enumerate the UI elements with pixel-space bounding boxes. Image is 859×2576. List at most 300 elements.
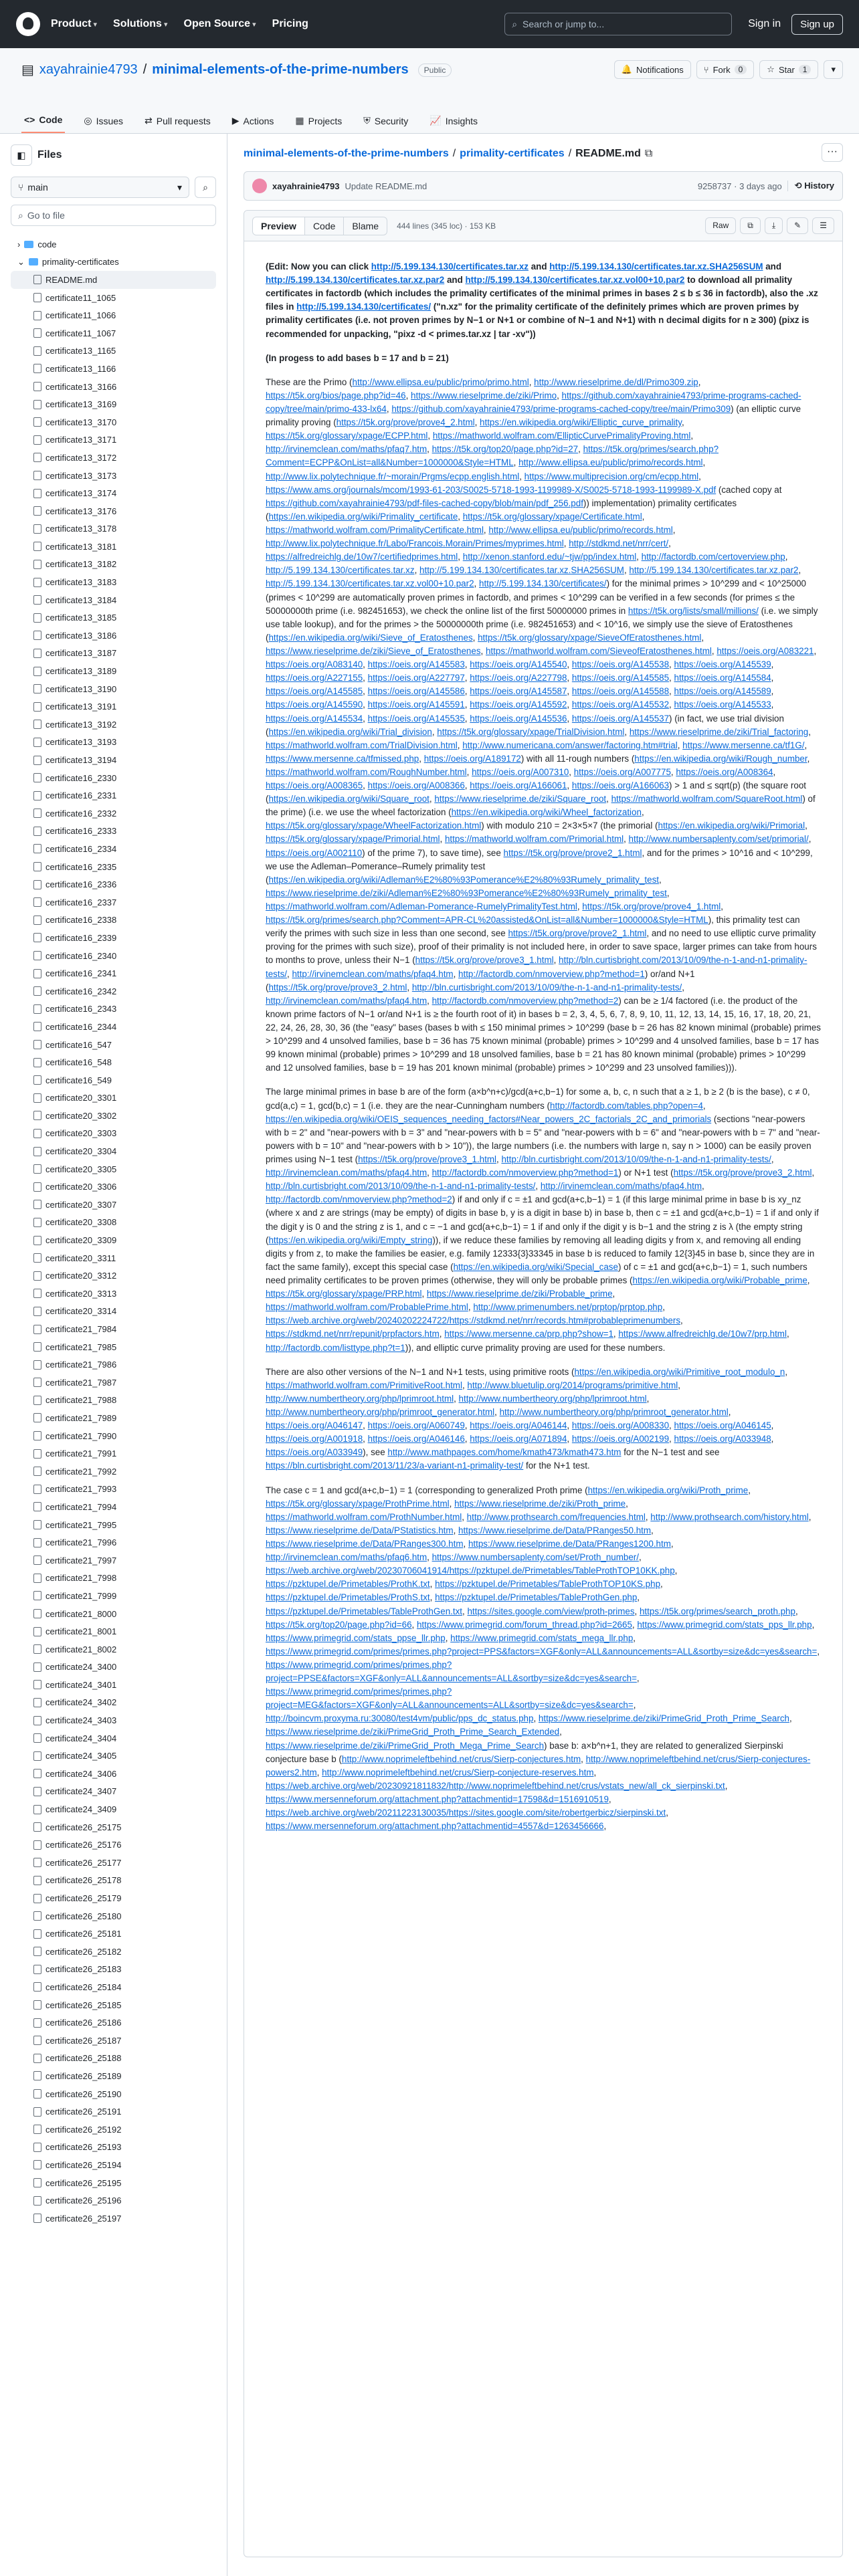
readme-link[interactable]: http://factordb.com/nmoverview.php?method=1 bbox=[432, 1168, 619, 1178]
tree-file[interactable]: certificate16_548 bbox=[11, 1053, 216, 1071]
tree-file[interactable]: certificate16_2336 bbox=[11, 875, 216, 893]
readme-link[interactable]: http://xenon.stanford.edu/~tjw/pp/index.html bbox=[462, 552, 637, 562]
readme-link[interactable]: https://oeis.org/A145592 bbox=[470, 700, 567, 710]
readme-link[interactable]: http://bln.curtisbright.com/2013/10/09/the-n-1-and-n1-primality-tests/ bbox=[411, 982, 682, 992]
more-options-button[interactable]: ··· bbox=[822, 143, 843, 162]
tree-file[interactable]: certificate16_2338 bbox=[11, 911, 216, 930]
readme-link[interactable]: https://oeis.org/A001918 bbox=[266, 1434, 363, 1444]
readme-link[interactable]: http://factordb.com/listtype.php?t=1 bbox=[266, 1342, 405, 1353]
tree-file[interactable]: certificate20_3312 bbox=[11, 1267, 216, 1285]
tree-file[interactable]: certificate26_25177 bbox=[11, 1854, 216, 1872]
readme-link[interactable]: https://github.com/xayahrainie4793/prime-programs-cached-copy/tree/main/Primo309 bbox=[391, 403, 731, 414]
tree-file[interactable]: certificate13_3187 bbox=[11, 645, 216, 663]
tree-file[interactable]: certificate26_25181 bbox=[11, 1925, 216, 1943]
readme-link[interactable]: https://en.wikipedia.org/wiki/Rough_number bbox=[634, 753, 807, 764]
readme-link[interactable]: https://oeis.org/A145538 bbox=[571, 659, 670, 670]
edit-icon[interactable]: ✎ bbox=[787, 217, 808, 234]
readme-link[interactable]: https://oeis.org/A227797 bbox=[367, 673, 465, 683]
commit-author[interactable]: xayahrainie4793 bbox=[272, 181, 340, 191]
readme-link[interactable]: https://github.com/xayahrainie4793/pdf-files-cached-copy/blob/main/pdf_256.pdf bbox=[266, 498, 583, 508]
readme-link[interactable]: http://5.199.134.130/certificates.tar.xz.par2 bbox=[266, 275, 445, 286]
readme-link[interactable]: https://oeis.org/A002199 bbox=[571, 1434, 670, 1444]
tree-file[interactable]: certificate21_7998 bbox=[11, 1570, 216, 1588]
tree-file[interactable]: certificate26_25193 bbox=[11, 2139, 216, 2157]
tree-file[interactable]: certificate13_3178 bbox=[11, 520, 216, 538]
readme-link[interactable]: https://www.rieselprime.de/Data/PRanges300.htm bbox=[266, 1538, 464, 1549]
tree-file[interactable]: certificate16_2342 bbox=[11, 982, 216, 1000]
readme-link[interactable]: https://oeis.org/A145587 bbox=[470, 686, 567, 697]
readme-link[interactable]: https://oeis.org/A145532 bbox=[571, 700, 670, 710]
tree-file[interactable]: certificate13_3190 bbox=[11, 680, 216, 698]
readme-link[interactable]: http://5.199.134.130/certificates/ bbox=[296, 302, 432, 312]
branch-selector[interactable]: ⑂ main ▾ bbox=[11, 177, 189, 198]
readme-link[interactable]: http://irvinemclean.com/maths/pfaq4.htm bbox=[266, 995, 427, 1006]
tree-file[interactable]: certificate21_7986 bbox=[11, 1356, 216, 1374]
tab-projects[interactable]: ▦ Projects bbox=[295, 115, 343, 126]
readme-link[interactable]: https://oeis.org/A166061 bbox=[470, 780, 567, 791]
readme-link[interactable]: https://oeis.org/A189172 bbox=[423, 753, 521, 764]
readme-link[interactable]: https://t5k.org/prove/prove4_1.html bbox=[582, 901, 721, 912]
readme-link[interactable]: https://mathworld.wolfram.com/ProthNumber.html bbox=[266, 1511, 462, 1522]
readme-link[interactable]: http://irvinemclean.com/maths/pfaq4.htm bbox=[266, 1168, 427, 1178]
go-to-file-input[interactable]: ⌕ Go to file bbox=[11, 205, 216, 226]
tree-file[interactable]: certificate21_7988 bbox=[11, 1392, 216, 1410]
tree-file[interactable]: certificate13_3170 bbox=[11, 413, 216, 431]
readme-link[interactable]: http://irvinemclean.com/maths/pfaq6.htm bbox=[266, 1552, 427, 1563]
tree-file[interactable]: certificate21_8002 bbox=[11, 1640, 216, 1658]
readme-link[interactable]: https://en.wikipedia.org/wiki/Primality_certificate bbox=[268, 511, 458, 522]
tree-file[interactable]: certificate11_1067 bbox=[11, 324, 216, 342]
fork-button[interactable]: ⑂ Fork 0 bbox=[696, 60, 755, 79]
tree-file[interactable]: certificate24_3400 bbox=[11, 1658, 216, 1677]
tree-file[interactable]: certificate20_3313 bbox=[11, 1285, 216, 1303]
readme-link[interactable]: https://en.wikipedia.org/wiki/Special_case bbox=[453, 1261, 618, 1272]
tree-file[interactable]: certificate21_8000 bbox=[11, 1605, 216, 1623]
tree-file[interactable]: certificate21_7990 bbox=[11, 1427, 216, 1445]
tab-code[interactable]: <> Code bbox=[21, 114, 65, 133]
tree-file[interactable]: certificate16_2334 bbox=[11, 840, 216, 858]
tree-file[interactable]: certificate13_3176 bbox=[11, 502, 216, 520]
tree-file[interactable]: certificate16_2344 bbox=[11, 1018, 216, 1036]
readme-link[interactable]: https://www.rieselprime.de/Data/PRanges1200.htm bbox=[468, 1538, 671, 1549]
tree-file[interactable]: certificate13_3171 bbox=[11, 431, 216, 449]
tree-file[interactable]: certificate26_25185 bbox=[11, 1996, 216, 2014]
readme-link[interactable]: http://5.199.134.130/certificates.tar.xz.SHA256SUM bbox=[549, 261, 763, 272]
tree-file[interactable]: certificate26_25184 bbox=[11, 1978, 216, 1996]
readme-link[interactable]: https://oeis.org/A145540 bbox=[470, 659, 567, 670]
notifications-button[interactable]: 🔔 Notifications bbox=[614, 60, 691, 79]
readme-link[interactable]: https://web.archive.org/web/20230706041914/https://pzktupel.de/Primetables/TableProthTOP10KK.php bbox=[266, 1566, 675, 1576]
tree-file[interactable]: certificate21_8001 bbox=[11, 1622, 216, 1640]
readme-link[interactable]: https://oeis.org/A145535 bbox=[367, 713, 465, 724]
tree-file[interactable]: certificate21_7994 bbox=[11, 1498, 216, 1516]
readme-link[interactable]: http://factordb.com/nmoverview.php?method=2 bbox=[266, 1194, 452, 1205]
tree-file[interactable]: README.md bbox=[11, 271, 216, 289]
tree-file[interactable]: certificate11_1065 bbox=[11, 289, 216, 307]
history-button[interactable]: ⟲ History bbox=[787, 181, 834, 191]
readme-link[interactable]: https://web.archive.org/web/20211223130035/https://sites.google.com/site/robertgerbicz/sierpinski.txt bbox=[266, 1808, 666, 1818]
readme-link[interactable]: https://t5k.org/glossary/xpage/Certificate.html bbox=[462, 511, 642, 522]
tree-file[interactable]: certificate21_7991 bbox=[11, 1444, 216, 1463]
readme-link[interactable]: https://t5k.org/glossary/xpage/WheelFactorization.html bbox=[266, 821, 482, 831]
readme-link[interactable]: https://www.multiprecision.org/cm/ecpp.html bbox=[524, 471, 699, 481]
readme-link[interactable]: https://www.rieselprime.de/ziki/Trial_factoring bbox=[629, 726, 809, 737]
readme-link[interactable]: http://www.ellipsa.eu/public/primo/records.html bbox=[488, 524, 673, 535]
star-dropdown-button[interactable]: ▾ bbox=[824, 60, 843, 79]
code-tab[interactable]: Code bbox=[305, 217, 344, 235]
tree-file[interactable]: certificate24_3401 bbox=[11, 1676, 216, 1694]
readme-link[interactable]: http://5.199.134.130/certificates.tar.xz.vol00+10.par2 bbox=[465, 275, 685, 286]
readme-link[interactable]: http://www.noprimeleftbehind.net/crus/Sierp-conjectures.htm bbox=[341, 1753, 581, 1764]
tree-file[interactable]: certificate16_2340 bbox=[11, 947, 216, 965]
readme-link[interactable]: http://www.numbertheory.org/php/primroot_generator.html bbox=[499, 1406, 729, 1417]
tab-security[interactable]: ⛨ Security bbox=[363, 115, 409, 126]
readme-link[interactable]: https://t5k.org/prove/prove3_1.html bbox=[415, 955, 554, 966]
readme-link[interactable]: http://irvinemclean.com/maths/pfaq4.htm bbox=[540, 1181, 702, 1192]
readme-link[interactable]: https://github.com/xayahrainie4793/prime-programs-cached-copy/tree/main/primo-433-lx64 bbox=[266, 390, 801, 414]
tree-file[interactable]: certificate24_3403 bbox=[11, 1711, 216, 1729]
readme-link[interactable]: https://alfredreichlg.de/10w7/certifiedprimes.html bbox=[266, 552, 458, 562]
readme-link[interactable]: https://en.wikipedia.org/wiki/Probable_prime bbox=[632, 1275, 807, 1285]
readme-link[interactable]: https://en.wikipedia.org/wiki/Proth_prime bbox=[587, 1485, 749, 1495]
tree-file[interactable]: certificate26_25182 bbox=[11, 1943, 216, 1961]
readme-link[interactable]: https://oeis.org/A145533 bbox=[674, 700, 771, 710]
readme-link[interactable]: https://oeis.org/A046145 bbox=[674, 1420, 771, 1431]
readme-link[interactable]: https://mathworld.wolfram.com/Adleman-Pomerance-RumelyPrimalityTest.html bbox=[266, 901, 577, 912]
sign-in-link[interactable]: Sign in bbox=[748, 18, 781, 29]
readme-link[interactable]: https://web.archive.org/web/20230921811832/http://www.noprimeleftbehind.net/crus/vstats_new/all_ck_sierpinski.txt bbox=[266, 1780, 725, 1791]
nav-solutions[interactable]: Solutions ▾ bbox=[113, 18, 167, 30]
readme-link[interactable]: https://oeis.org/A145537 bbox=[571, 713, 670, 724]
tree-file[interactable]: certificate21_7992 bbox=[11, 1463, 216, 1481]
readme-link[interactable]: https://t5k.org/primes/search.php?Comment=ECPP&OnList=all&Number=1000000&Style=HTML bbox=[266, 444, 719, 468]
tree-file[interactable]: certificate20_3303 bbox=[11, 1125, 216, 1143]
readme-link[interactable]: https://oeis.org/A145583 bbox=[367, 659, 465, 670]
tree-file[interactable]: certificate24_3405 bbox=[11, 1747, 216, 1765]
readme-link[interactable]: https://www.mersenne.ca/tf1G/ bbox=[682, 740, 805, 750]
tree-file[interactable]: certificate20_3304 bbox=[11, 1142, 216, 1160]
readme-link[interactable]: https://mathworld.wolfram.com/PrimalityCertificate.html bbox=[266, 524, 484, 535]
readme-link[interactable]: http://www.bluetulip.org/2014/programs/primitive.html bbox=[467, 1380, 678, 1390]
star-button[interactable]: ☆ Star 1 bbox=[759, 60, 818, 79]
tree-file[interactable]: certificate26_25175 bbox=[11, 1818, 216, 1836]
tree-file[interactable]: certificate26_25176 bbox=[11, 1836, 216, 1854]
readme-link[interactable]: https://mathworld.wolfram.com/TrialDivision.html bbox=[266, 740, 458, 750]
readme-link[interactable]: https://mathworld.wolfram.com/SieveofEratosthenes.html bbox=[485, 645, 712, 656]
tree-file[interactable]: certificate16_549 bbox=[11, 1071, 216, 1089]
tree-file[interactable]: certificate13_3185 bbox=[11, 609, 216, 627]
readme-link[interactable]: https://mathworld.wolfram.com/PrimitiveRoot.html bbox=[266, 1380, 462, 1390]
tree-file[interactable]: certificate21_7987 bbox=[11, 1374, 216, 1392]
readme-link[interactable]: https://mathworld.wolfram.com/RoughNumber.html bbox=[266, 766, 467, 777]
readme-link[interactable]: http://bln.curtisbright.com/2013/10/09/the-n-1-and-n1-primality-tests/ bbox=[266, 1181, 536, 1192]
readme-link[interactable]: https://oeis.org/A046144 bbox=[470, 1420, 567, 1431]
readme-link[interactable]: https://en.wikipedia.org/wiki/Empty_string bbox=[268, 1235, 433, 1245]
readme-link[interactable]: https://t5k.org/prove/prove2_1.html bbox=[508, 928, 647, 939]
tree-file[interactable]: certificate21_7984 bbox=[11, 1320, 216, 1338]
tree-file[interactable]: certificate16_2337 bbox=[11, 893, 216, 911]
readme-link[interactable]: http://irvinemclean.com/maths/pfaq7.htm bbox=[266, 444, 427, 455]
sign-up-button[interactable]: Sign up bbox=[791, 14, 843, 35]
readme-link[interactable]: https://en.wikipedia.org/wiki/Adleman%E2%80%93Pomerance%E2%80%93Rumely_primality_test bbox=[268, 874, 660, 885]
tree-file[interactable]: certificate20_3307 bbox=[11, 1196, 216, 1214]
readme-link[interactable]: https://oeis.org/A008330 bbox=[571, 1420, 670, 1431]
readme-link[interactable]: https://mathworld.wolfram.com/EllipticCurvePrimalityProving.html bbox=[432, 431, 691, 441]
tree-file[interactable]: certificate20_3314 bbox=[11, 1303, 216, 1321]
readme-link[interactable]: https://t5k.org/prove/prove2_1.html bbox=[503, 847, 642, 858]
tree-file[interactable]: certificate13_3173 bbox=[11, 467, 216, 485]
tree-file[interactable]: certificate21_7999 bbox=[11, 1587, 216, 1605]
readme-link[interactable]: https://t5k.org/glossary/xpage/TrialDivision.html bbox=[437, 726, 625, 737]
tree-dir-code[interactable]: › code bbox=[17, 239, 57, 249]
commit-message[interactable]: Update README.md bbox=[345, 181, 427, 191]
readme-link[interactable]: https://en.wikipedia.org/wiki/Wheel_factorization bbox=[451, 807, 642, 818]
readme-link[interactable]: http://stdkmd.net/nrr/cert/ bbox=[569, 538, 669, 549]
readme-link[interactable]: https://en.wikipedia.org/wiki/Trial_division bbox=[268, 726, 432, 737]
readme-link[interactable]: https://t5k.org/top20/page.php?id=66 bbox=[266, 1619, 412, 1630]
copy-path-icon[interactable]: ⧉ bbox=[644, 148, 653, 159]
readme-link[interactable]: https://www.primegrid.com/stats_mega_llr.php bbox=[450, 1632, 634, 1643]
breadcrumb-dir[interactable]: primality-certificates bbox=[460, 148, 565, 159]
tree-file[interactable]: certificate13_1166 bbox=[11, 360, 216, 378]
tree-file[interactable]: certificate16_2343 bbox=[11, 1000, 216, 1018]
readme-link[interactable]: https://oeis.org/A002110 bbox=[266, 847, 363, 858]
readme-link[interactable]: https://www.rieselprime.de/ziki/Square_root bbox=[434, 794, 607, 804]
readme-link[interactable]: https://t5k.org/prove/prove3_2.html bbox=[673, 1168, 812, 1178]
readme-link[interactable]: https://mathworld.wolfram.com/SquareRoot.html bbox=[611, 794, 803, 804]
tree-file[interactable]: certificate16_2335 bbox=[11, 858, 216, 876]
readme-link[interactable]: https://web.archive.org/web/20240202224722/https://stdkmd.net/nrr/records.htm#probableprimenumbers bbox=[266, 1315, 681, 1326]
tree-file[interactable]: certificate20_3308 bbox=[11, 1214, 216, 1232]
search-input[interactable] bbox=[504, 13, 732, 35]
readme-link[interactable]: https://oeis.org/A166063 bbox=[571, 780, 670, 791]
tree-file[interactable]: certificate20_3302 bbox=[11, 1107, 216, 1125]
readme-link[interactable]: https://www.rieselprime.de/ziki/Adleman%E2%80%93Pomerance%E2%80%93Rumely_primality_test bbox=[266, 887, 667, 898]
readme-link[interactable]: https://t5k.org/primes/search.php?Comment=APR-CL%20assisted&OnList=all&Number=1000000&Style=HTML bbox=[266, 915, 708, 926]
tree-file[interactable]: certificate13_1165 bbox=[11, 342, 216, 360]
preview-tab[interactable]: Preview bbox=[252, 217, 305, 235]
readme-link[interactable]: http://www.numbertheory.org/php/lprimroot.html bbox=[266, 1393, 454, 1404]
readme-link[interactable]: https://oeis.org/A145591 bbox=[367, 700, 465, 710]
readme-link[interactable]: https://t5k.org/prove/prove4_2.html bbox=[336, 417, 475, 428]
readme-link[interactable]: https://oeis.org/A008364 bbox=[676, 766, 773, 777]
readme-link[interactable]: http://factordb.com/certoverview.php bbox=[641, 552, 785, 562]
tree-file[interactable]: certificate16_2341 bbox=[11, 964, 216, 982]
tab-actions[interactable]: ▶ Actions bbox=[231, 115, 274, 126]
tree-file[interactable]: certificate24_3402 bbox=[11, 1694, 216, 1712]
readme-link[interactable]: https://www.primegrid.com/forum_thread.php?id=2665 bbox=[416, 1619, 632, 1630]
outline-icon[interactable]: ☰ bbox=[812, 217, 834, 234]
tree-file[interactable]: certificate24_3406 bbox=[11, 1765, 216, 1783]
readme-link[interactable]: https://en.wikipedia.org/wiki/Square_root bbox=[268, 794, 430, 804]
nav-pricing[interactable]: Pricing bbox=[272, 18, 308, 29]
commit-sha[interactable]: 9258737 · 3 days ago bbox=[697, 181, 782, 191]
tree-file[interactable]: certificate26_25190 bbox=[11, 2085, 216, 2103]
tree-file[interactable]: certificate21_7993 bbox=[11, 1481, 216, 1499]
readme-link[interactable]: http://bln.curtisbright.com/2013/10/09/the-n-1-and-n1-primality-tests/ bbox=[266, 955, 807, 979]
readme-link[interactable]: https://t5k.org/top20/page.php?id=27 bbox=[432, 444, 579, 455]
repo-name-link[interactable]: minimal-elements-of-the-prime-numbers bbox=[152, 62, 409, 77]
readme-link[interactable]: http://www.prothsearch.com/history.html bbox=[650, 1511, 809, 1522]
tree-file[interactable]: certificate16_547 bbox=[11, 1036, 216, 1054]
tree-file[interactable]: certificate26_25180 bbox=[11, 1907, 216, 1925]
readme-link[interactable]: https://pzktupel.de/Primetables/TableProthGen.txt bbox=[266, 1606, 463, 1616]
tree-file[interactable]: certificate21_7997 bbox=[11, 1551, 216, 1570]
readme-link[interactable]: http://www.ellipsa.eu/public/primo/records.html bbox=[518, 457, 703, 468]
tree-file[interactable]: certificate13_3181 bbox=[11, 538, 216, 556]
tree-file[interactable]: certificate20_3301 bbox=[11, 1089, 216, 1107]
tree-file[interactable]: certificate11_1066 bbox=[11, 306, 216, 324]
tree-file[interactable]: certificate13_3194 bbox=[11, 751, 216, 769]
readme-link[interactable]: https://www.rieselprime.de/ziki/PrimeGrid_Proth_Prime_Search bbox=[538, 1713, 789, 1724]
readme-link[interactable]: https://www.rieselprime.de/ziki/Primo bbox=[411, 390, 557, 401]
readme-link[interactable]: https://oeis.org/A227798 bbox=[470, 673, 567, 683]
tree-file[interactable]: certificate16_2330 bbox=[11, 769, 216, 787]
readme-link[interactable]: https://t5k.org/glossary/xpage/PRP.html bbox=[266, 1289, 422, 1299]
tree-file[interactable]: certificate26_25192 bbox=[11, 2121, 216, 2139]
readme-link[interactable]: https://oeis.org/A007775 bbox=[573, 766, 671, 777]
readme-link[interactable]: https://pzktupel.de/Primetables/ProthK.txt bbox=[266, 1579, 430, 1590]
tree-file[interactable]: certificate13_3192 bbox=[11, 716, 216, 734]
readme-link[interactable]: https://t5k.org/glossary/xpage/ProthPrime.html bbox=[266, 1498, 450, 1509]
readme-link[interactable]: https://www.ams.org/journals/mcom/1993-61-203/S0025-5718-1993-1199989-X/S0025-5718-1993-1199989-X.pdf bbox=[266, 484, 717, 495]
tree-file[interactable]: certificate13_3172 bbox=[11, 449, 216, 467]
readme-link[interactable]: http://www.noprimeleftbehind.net/crus/Sierp-conjecture-reserves.htm bbox=[322, 1767, 594, 1778]
readme-link[interactable]: http://www.numbersaplenty.com/set/primorial/ bbox=[628, 834, 809, 845]
readme-link[interactable]: http://bln.curtisbright.com/2013/10/09/the-n-1-and-n1-primality-tests/ bbox=[501, 1154, 771, 1164]
readme-link[interactable]: https://oeis.org/A145585 bbox=[266, 686, 363, 697]
tree-file[interactable]: certificate13_3186 bbox=[11, 627, 216, 645]
readme-link[interactable]: https://sites.google.com/view/proth-primes bbox=[467, 1606, 635, 1616]
tree-file[interactable]: certificate26_25186 bbox=[11, 2014, 216, 2032]
readme-link[interactable]: https://oeis.org/A033949 bbox=[266, 1447, 363, 1458]
readme-link[interactable]: http://factordb.com/nmoverview.php?method=1 bbox=[458, 968, 645, 979]
download-icon[interactable]: ⤓ bbox=[765, 217, 783, 234]
tree-file[interactable]: certificate16_2339 bbox=[11, 929, 216, 947]
tree-dir-primality-certificates[interactable]: ⌄ primality-certificates bbox=[17, 256, 119, 267]
readme-link[interactable]: https://www.primegrid.com/stats_ppse_llr.php bbox=[266, 1632, 446, 1643]
github-logo-icon[interactable] bbox=[16, 12, 40, 36]
readme-link[interactable]: https://oeis.org/A145585 bbox=[571, 673, 670, 683]
readme-link[interactable]: https://pzktupel.de/Primetables/TableProthTOP10KS.php bbox=[435, 1579, 661, 1590]
readme-link[interactable]: https://oeis.org/A060749 bbox=[367, 1420, 465, 1431]
readme-link[interactable]: https://oeis.org/A145588 bbox=[571, 686, 670, 697]
tree-file[interactable]: certificate13_3166 bbox=[11, 378, 216, 396]
readme-link[interactable]: https://oeis.org/A083140 bbox=[266, 659, 363, 670]
readme-link[interactable]: https://bln.curtisbright.com/2013/11/23/a-variant-n1-primality-test/ bbox=[266, 1461, 524, 1471]
readme-link[interactable]: https://www.numbersaplenty.com/set/Proth_number/ bbox=[432, 1552, 639, 1563]
readme-link[interactable]: http://5.199.134.130/certificates.tar.xz.vol00+10.par2 bbox=[266, 578, 474, 589]
readme-link[interactable]: https://www.mersenneforum.org/attachment.php?attachmentid=4557&d=1263456666 bbox=[266, 1821, 604, 1832]
readme-link[interactable]: https://en.wikipedia.org/wiki/Primitive_root_modulo_n bbox=[574, 1366, 785, 1377]
readme-link[interactable]: https://www.primegrid.com/stats_pps_llr.php bbox=[637, 1619, 812, 1630]
tree-file[interactable]: certificate24_3407 bbox=[11, 1783, 216, 1801]
tree-file[interactable]: certificate16_2332 bbox=[11, 804, 216, 823]
readme-link[interactable]: https://pzktupel.de/Primetables/TableProthGen.php bbox=[435, 1592, 638, 1603]
readme-link[interactable]: https://en.wikipedia.org/wiki/Primorial bbox=[658, 821, 805, 831]
readme-link[interactable]: https://t5k.org/prove/prove3_2.html bbox=[268, 982, 407, 992]
readme-link[interactable]: https://www.mersenneforum.org/attachment.php?attachmentid=17598&d=1516910519 bbox=[266, 1794, 609, 1805]
readme-link[interactable]: http://www.numbertheory.org/php/primroot_generator.html bbox=[266, 1406, 495, 1417]
tree-file[interactable]: certificate26_25197 bbox=[11, 2210, 216, 2228]
readme-link[interactable]: https://www.primegrid.com/primes/primes.php?project=MEG&factors=XGF&only=ALL&announcements=ALL&sortby=size&dc=yes&search= bbox=[266, 1687, 634, 1711]
readme-link[interactable]: https://t5k.org/glossary/xpage/ECPP.html bbox=[266, 431, 428, 441]
readme-link[interactable]: https://en.wikipedia.org/wiki/OEIS_sequences_needing_factors#Near_powers_2C_factorials_2C_and_primorials bbox=[266, 1113, 712, 1124]
readme-link[interactable]: https://www.rieselprime.de/ziki/Proth_prime bbox=[454, 1498, 626, 1509]
readme-link[interactable]: https://mathworld.wolfram.com/ProbablePrime.html bbox=[266, 1302, 468, 1313]
tree-file[interactable]: certificate21_7989 bbox=[11, 1409, 216, 1427]
tree-file[interactable]: certificate26_25196 bbox=[11, 2191, 216, 2210]
readme-link[interactable]: https://oeis.org/A145536 bbox=[470, 713, 567, 724]
readme-link[interactable]: https://www.primegrid.com/primes/primes.php?project=PPSE&factors=XGF&only=ALL&announcements=ALL&sortby=size&dc=yes&search= bbox=[266, 1659, 637, 1684]
tree-file[interactable]: certificate13_3191 bbox=[11, 697, 216, 716]
tree-file[interactable]: certificate13_3182 bbox=[11, 556, 216, 574]
readme-link[interactable]: https://mathworld.wolfram.com/Primorial.html bbox=[444, 834, 624, 845]
tree-file[interactable]: certificate24_3404 bbox=[11, 1729, 216, 1747]
readme-link[interactable]: https://t5k.org/lists/small/millions/ bbox=[628, 605, 759, 616]
readme-link[interactable]: http://www.noprimeleftbehind.net/crus/Sierp-conjectures-powers2.htm bbox=[266, 1753, 811, 1778]
tree-file[interactable]: certificate26_25187 bbox=[11, 2032, 216, 2050]
readme-link[interactable]: http://5.199.134.130/certificates/ bbox=[479, 578, 607, 589]
readme-link[interactable]: https://www.alfredreichlg.de/10w7/prp.html bbox=[618, 1329, 787, 1339]
readme-link[interactable]: https://www.rieselprime.de/ziki/PrimeGrid_Proth_Prime_Search_Extended bbox=[266, 1727, 560, 1737]
raw-button[interactable]: Raw bbox=[705, 217, 736, 234]
tree-file[interactable]: certificate20_3309 bbox=[11, 1231, 216, 1249]
readme-link[interactable]: https://www.primegrid.com/primes/primes.php?project=PPS&factors=XGF&only=ALL&announcements=ALL&sortby=size&dc=yes&search= bbox=[266, 1646, 818, 1656]
tree-file[interactable]: certificate26_25178 bbox=[11, 1872, 216, 1890]
readme-link[interactable]: http://5.199.134.130/certificates.tar.xz.par2 bbox=[629, 565, 799, 576]
repo-owner-link[interactable]: xayahrainie4793 bbox=[39, 62, 138, 77]
readme-link[interactable]: https://www.rieselprime.de/ziki/Probable_prime bbox=[426, 1289, 613, 1299]
copy-raw-icon[interactable]: ⧉ bbox=[740, 217, 761, 234]
readme-link[interactable]: https://oeis.org/A007310 bbox=[472, 766, 569, 777]
readme-link[interactable]: https://t5k.org/glossary/xpage/Primorial.html bbox=[266, 834, 440, 845]
tree-file[interactable]: certificate20_3305 bbox=[11, 1160, 216, 1178]
tree-file[interactable]: certificate26_25191 bbox=[11, 2103, 216, 2121]
readme-link[interactable]: https://oeis.org/A046146 bbox=[367, 1434, 465, 1444]
readme-link[interactable]: http://www.mathpages.com/home/kmath473/kmath473.htm bbox=[387, 1447, 622, 1458]
readme-link[interactable]: http://www.ellipsa.eu/public/primo/primo.html bbox=[352, 377, 529, 387]
tree-file[interactable]: certificate13_3193 bbox=[11, 734, 216, 752]
readme-link[interactable]: https://www.rieselprime.de/ziki/Sieve_of_Eratosthenes bbox=[266, 645, 481, 656]
readme-link[interactable]: https://www.rieselprime.de/Data/PRanges50.htm bbox=[458, 1525, 652, 1535]
tree-file[interactable]: certificate21_7996 bbox=[11, 1533, 216, 1551]
tree-file[interactable]: certificate13_3183 bbox=[11, 573, 216, 591]
tree-file[interactable]: certificate26_25188 bbox=[11, 2050, 216, 2068]
readme-link[interactable]: https://oeis.org/A145584 bbox=[674, 673, 771, 683]
readme-link[interactable]: http://www.lix.polytechnique.fr/Labo/Francois.Morain/Primes/myprimes.html bbox=[266, 538, 564, 549]
readme-link[interactable]: https://www.mersenne.ca/prp.php?show=1 bbox=[444, 1329, 613, 1339]
readme-link[interactable]: http://5.199.134.130/certificates.tar.xz bbox=[266, 565, 415, 576]
readme-link[interactable]: https://oeis.org/A145539 bbox=[674, 659, 771, 670]
readme-link[interactable]: https://oeis.org/A008366 bbox=[367, 780, 465, 791]
breadcrumb-repo[interactable]: minimal-elements-of-the-prime-numbers bbox=[244, 148, 449, 159]
readme-link[interactable]: https://oeis.org/A008365 bbox=[266, 780, 363, 791]
readme-link[interactable]: https://stdkmd.net/nrr/repunit/prpfactors.htm bbox=[266, 1329, 440, 1339]
readme-link[interactable]: http://www.primenumbers.net/prptop/prptop.php bbox=[473, 1302, 663, 1313]
tree-file[interactable]: certificate21_7995 bbox=[11, 1516, 216, 1534]
tab-insights[interactable]: 📈 Insights bbox=[430, 115, 478, 126]
tree-file[interactable]: certificate26_25195 bbox=[11, 2174, 216, 2192]
readme-link[interactable]: http://5.199.134.130/certificates.tar.xz bbox=[371, 261, 529, 272]
tree-file[interactable]: certificate26_25194 bbox=[11, 2156, 216, 2174]
readme-link[interactable]: http://boincvm.proxyma.ru:30080/test4vm/public/pps_dc_status.php bbox=[266, 1713, 534, 1724]
readme-link[interactable]: https://oeis.org/A145534 bbox=[266, 713, 363, 724]
readme-link[interactable]: https://en.wikipedia.org/wiki/Elliptic_curve_primality bbox=[480, 417, 682, 428]
tree-file[interactable]: certificate20_3311 bbox=[11, 1249, 216, 1267]
tab-issues[interactable]: ◎ Issues bbox=[84, 115, 124, 126]
tree-file[interactable]: certificate26_25183 bbox=[11, 1961, 216, 1979]
